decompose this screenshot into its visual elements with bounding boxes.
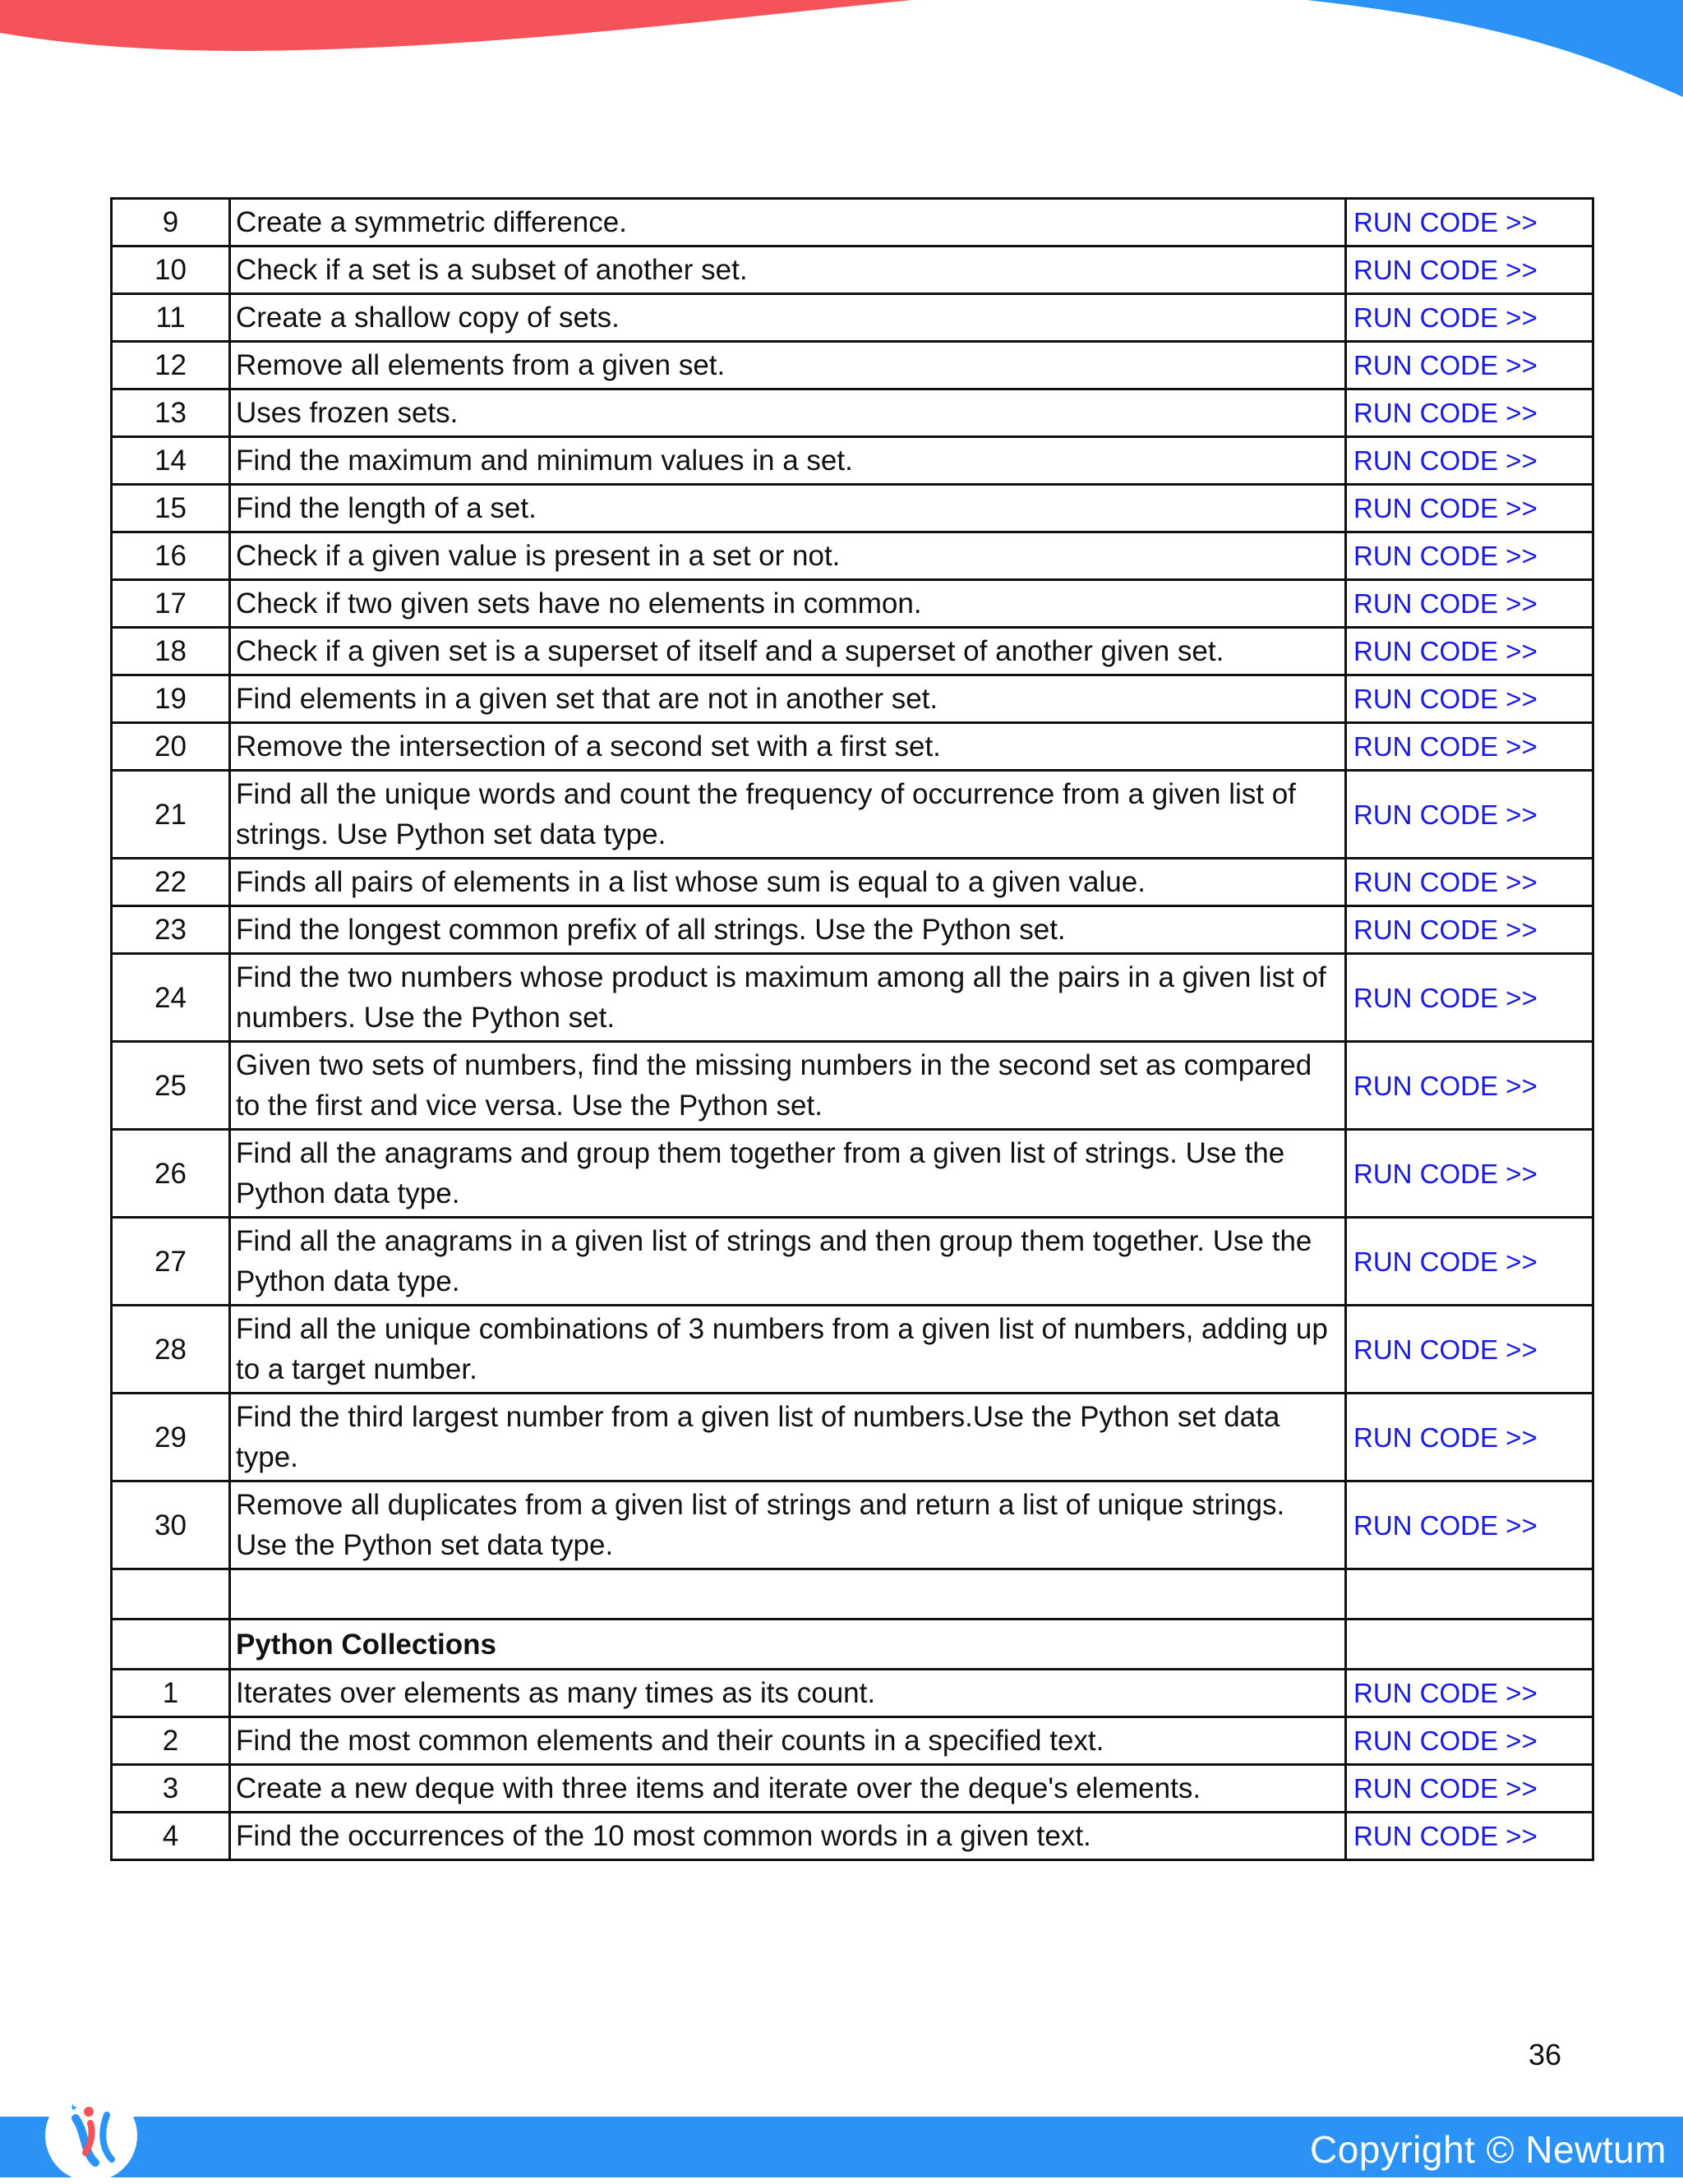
exercise-number: 1 bbox=[112, 1670, 230, 1717]
exercise-number: 26 bbox=[112, 1130, 230, 1218]
run-code-link[interactable]: RUN CODE >> bbox=[1346, 675, 1593, 723]
table-row bbox=[112, 294, 1593, 342]
newtum-logo-icon bbox=[43, 2087, 140, 2184]
exercise-description: Find the most common elements and their counts in a specified text. bbox=[230, 1717, 1346, 1765]
exercise-description: Find all the unique words and count the frequency of occurrence from a given list of strings. Use Python set data type. bbox=[230, 771, 1346, 859]
run-code-link[interactable]: RUN CODE >> bbox=[1346, 1130, 1593, 1218]
table-row bbox=[112, 532, 1593, 580]
table-row bbox=[112, 1670, 1593, 1717]
run-code-link[interactable]: RUN CODE >> bbox=[1346, 342, 1593, 389]
table-row bbox=[112, 723, 1593, 771]
run-code-link[interactable]: RUN CODE >> bbox=[1346, 859, 1593, 906]
exercise-description: Find all the anagrams and group them together from a given list of strings. Use the Python data type. bbox=[230, 1130, 1346, 1218]
empty-cell bbox=[112, 1620, 230, 1670]
table-row bbox=[112, 247, 1593, 294]
exercise-description: Remove the intersection of a second set with a first set. bbox=[230, 723, 1346, 771]
exercise-number: 21 bbox=[112, 771, 230, 859]
exercise-number: 17 bbox=[112, 580, 230, 628]
run-code-link[interactable]: RUN CODE >> bbox=[1346, 1306, 1593, 1394]
run-code-link[interactable]: RUN CODE >> bbox=[1346, 1813, 1593, 1860]
page-number: 36 bbox=[1528, 2038, 1561, 2071]
table-row bbox=[112, 1717, 1593, 1765]
exercise-number: 10 bbox=[112, 247, 230, 294]
run-code-link[interactable]: RUN CODE >> bbox=[1346, 532, 1593, 580]
empty-cell bbox=[1346, 1569, 1593, 1620]
exercise-description: Find the length of a set. bbox=[230, 485, 1346, 532]
exercise-number: 18 bbox=[112, 628, 230, 675]
run-code-link[interactable]: RUN CODE >> bbox=[1346, 1042, 1593, 1130]
exercise-description: Find elements in a given set that are not in another set. bbox=[230, 675, 1346, 723]
table-row bbox=[112, 1765, 1593, 1813]
exercise-number: 9 bbox=[112, 199, 230, 247]
exercise-number: 16 bbox=[112, 532, 230, 580]
run-code-link[interactable]: RUN CODE >> bbox=[1346, 1218, 1593, 1306]
table-row bbox=[112, 1042, 1593, 1130]
exercise-number: 28 bbox=[112, 1306, 230, 1394]
exercise-description: Check if a set is a subset of another set. bbox=[230, 247, 1346, 294]
table-row bbox=[112, 1218, 1593, 1306]
table-row bbox=[112, 580, 1593, 628]
exercise-description: Find the maximum and minimum values in a set. bbox=[230, 437, 1346, 485]
table-row bbox=[112, 342, 1593, 389]
run-code-link[interactable]: RUN CODE >> bbox=[1346, 723, 1593, 771]
empty-cell bbox=[230, 1569, 1346, 1620]
exercise-number: 11 bbox=[112, 294, 230, 342]
run-code-link[interactable]: RUN CODE >> bbox=[1346, 580, 1593, 628]
run-code-link[interactable]: RUN CODE >> bbox=[1346, 1394, 1593, 1481]
table-row bbox=[112, 485, 1593, 532]
exercise-number: 27 bbox=[112, 1218, 230, 1306]
exercise-number: 13 bbox=[112, 389, 230, 437]
run-code-link[interactable]: RUN CODE >> bbox=[1346, 1717, 1593, 1765]
exercise-description: Remove all elements from a given set. bbox=[230, 342, 1346, 389]
exercise-number: 22 bbox=[112, 859, 230, 906]
section-header-row bbox=[112, 1620, 1593, 1670]
run-code-link[interactable]: RUN CODE >> bbox=[1346, 628, 1593, 675]
exercise-description: Given two sets of numbers, find the missing numbers in the second set as compared to the first and vice versa. Use the Python set. bbox=[230, 1042, 1346, 1130]
exercise-number: 24 bbox=[112, 954, 230, 1042]
run-code-link[interactable]: RUN CODE >> bbox=[1346, 1765, 1593, 1813]
exercise-description: Finds all pairs of elements in a list whose sum is equal to a given value. bbox=[230, 859, 1346, 906]
exercise-description: Iterates over elements as many times as its count. bbox=[230, 1670, 1346, 1717]
exercise-number: 15 bbox=[112, 485, 230, 532]
run-code-link[interactable]: RUN CODE >> bbox=[1346, 1670, 1593, 1717]
exercise-description: Uses frozen sets. bbox=[230, 389, 1346, 437]
exercise-number: 4 bbox=[112, 1813, 230, 1860]
table-row bbox=[112, 437, 1593, 485]
exercise-description: Check if a given set is a superset of itself and a superset of another given set. bbox=[230, 628, 1346, 675]
run-code-link[interactable]: RUN CODE >> bbox=[1346, 771, 1593, 859]
table-row bbox=[112, 389, 1593, 437]
run-code-link[interactable]: RUN CODE >> bbox=[1346, 294, 1593, 342]
table-row bbox=[112, 1813, 1593, 1860]
exercise-description: Create a new deque with three items and iterate over the deque's elements. bbox=[230, 1765, 1346, 1813]
exercise-number: 19 bbox=[112, 675, 230, 723]
table-row bbox=[112, 1130, 1593, 1218]
exercise-number: 23 bbox=[112, 906, 230, 954]
table-row bbox=[112, 1394, 1593, 1481]
exercise-description: Find all the anagrams in a given list of strings and then group them together. Use the Python data type. bbox=[230, 1218, 1346, 1306]
table-row bbox=[112, 628, 1593, 675]
exercise-number: 2 bbox=[112, 1717, 230, 1765]
exercise-description: Remove all duplicates from a given list of strings and return a list of unique strings. Use the Python set data type. bbox=[230, 1481, 1346, 1569]
exercise-table bbox=[110, 197, 1594, 1861]
run-code-link[interactable]: RUN CODE >> bbox=[1346, 954, 1593, 1042]
table-row bbox=[112, 1481, 1593, 1569]
table-row bbox=[112, 859, 1593, 906]
table-row bbox=[112, 954, 1593, 1042]
exercise-number: 29 bbox=[112, 1394, 230, 1481]
exercise-description: Check if two given sets have no elements in common. bbox=[230, 580, 1346, 628]
exercise-number: 12 bbox=[112, 342, 230, 389]
exercise-number: 30 bbox=[112, 1481, 230, 1569]
exercise-description: Find the longest common prefix of all strings. Use the Python set. bbox=[230, 906, 1346, 954]
exercise-description: Find the third largest number from a given list of numbers.Use the Python set data type. bbox=[230, 1394, 1346, 1481]
table-row bbox=[112, 675, 1593, 723]
exercise-description: Create a symmetric difference. bbox=[230, 199, 1346, 247]
table-row bbox=[112, 771, 1593, 859]
run-code-link[interactable]: RUN CODE >> bbox=[1346, 906, 1593, 954]
exercise-number: 3 bbox=[112, 1765, 230, 1813]
empty-cell bbox=[1346, 1620, 1593, 1670]
blank-row bbox=[112, 1569, 1593, 1620]
exercise-description: Find the two numbers whose product is maximum among all the pairs in a given list of numbers. Use the Python set. bbox=[230, 954, 1346, 1042]
run-code-link[interactable]: RUN CODE >> bbox=[1346, 247, 1593, 294]
run-code-link[interactable]: RUN CODE >> bbox=[1346, 485, 1593, 532]
exercise-number: 14 bbox=[112, 437, 230, 485]
exercise-description: Create a shallow copy of sets. bbox=[230, 294, 1346, 342]
run-code-link[interactable]: RUN CODE >> bbox=[1346, 199, 1593, 247]
copyright-text: Copyright © Newtum bbox=[1309, 2128, 1667, 2171]
header-decoration bbox=[0, 0, 1683, 115]
run-code-link[interactable]: RUN CODE >> bbox=[1346, 389, 1593, 437]
table-row bbox=[112, 1306, 1593, 1394]
section-title: Python Collections bbox=[230, 1620, 1346, 1670]
table-row bbox=[112, 906, 1593, 954]
empty-cell bbox=[112, 1569, 230, 1620]
exercise-description: Find all the unique combinations of 3 numbers from a given list of numbers, adding up to a target number. bbox=[230, 1306, 1346, 1394]
exercise-description: Find the occurrences of the 10 most common words in a given text. bbox=[230, 1813, 1346, 1860]
table-row bbox=[112, 199, 1593, 247]
exercise-number: 25 bbox=[112, 1042, 230, 1130]
run-code-link[interactable]: RUN CODE >> bbox=[1346, 1481, 1593, 1569]
exercise-description: Check if a given value is present in a set or not. bbox=[230, 532, 1346, 580]
run-code-link[interactable]: RUN CODE >> bbox=[1346, 437, 1593, 485]
exercise-number: 20 bbox=[112, 723, 230, 771]
